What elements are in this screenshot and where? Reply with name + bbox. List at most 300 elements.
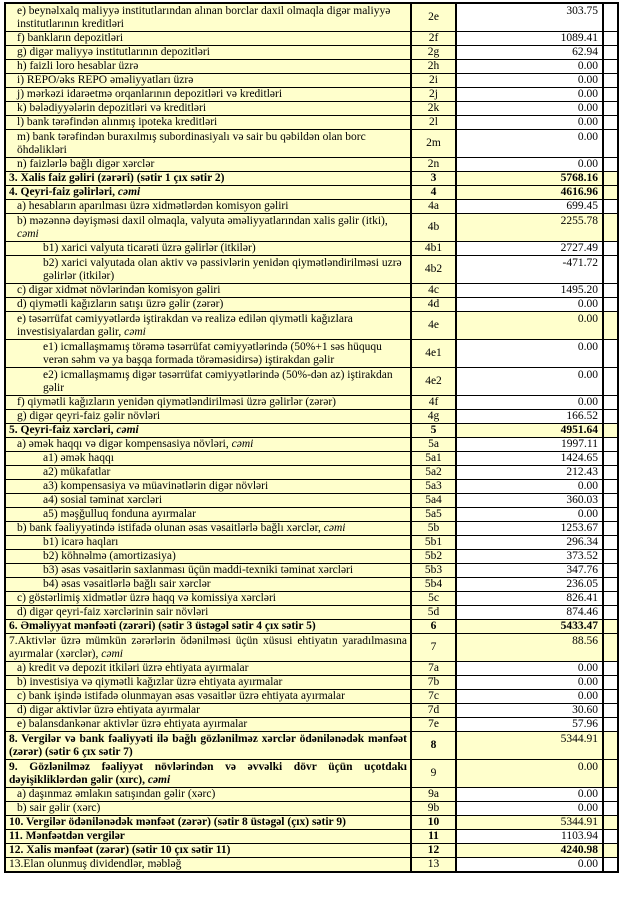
table-row-7e [5,718,618,732]
row-code: 5a2 [425,466,442,478]
row-label-emphasis: cəmi [147,774,171,786]
row-label: f) bankların depozitləri [17,32,124,44]
row-code: 8 [430,739,437,751]
table-row-4b2 [5,256,618,284]
row-value: 30.60 [572,704,598,716]
table-row-5b1 [5,536,618,550]
row-code: 11 [428,830,439,842]
row-code-cell [411,704,456,718]
row-continuation-cell [603,130,618,158]
row-value: 236.05 [566,578,598,590]
row-value: 699.45 [566,200,598,212]
row-code-cell [411,760,456,788]
row-code: 4e2 [425,375,442,387]
row-continuation-cell [603,718,618,732]
row-code-cell [411,592,456,606]
row-label: c) digər xidmət növlərindən komisyon gəliri [17,284,221,296]
row-code: 5b3 [424,564,443,576]
table-row-2m [5,130,618,158]
row-value-cell [456,158,603,172]
row-value-cell [456,564,603,578]
row-label-cell [5,732,411,760]
row-code: 12 [427,844,440,856]
row-code-cell [411,424,456,438]
row-label: e) beynəlxalq maliyyə institutlarından alınan borclar daxil olmaqla digər maliyyə institutlarının kreditləri [17,5,391,30]
row-label: c) göstərlimiş xidmətlər üzrə haqq və komissiya xərcləri [17,592,276,604]
row-code: 4 [430,186,437,198]
row-code: 7e [428,718,439,730]
row-value-cell [456,690,603,704]
row-label-cell [5,368,411,396]
row-code-cell [411,88,456,102]
row-label: 4. Qeyri-faiz gəlirləri, [9,186,118,198]
table-row-7d [5,704,618,718]
row-label-cell [5,494,411,508]
row-code: 9 [430,767,437,779]
row-code-cell [411,452,456,466]
row-value: 0.00 [577,102,598,114]
row-value: 0.00 [577,298,598,310]
row-continuation-cell [603,116,618,130]
table-row-2h [5,60,618,74]
row-value-cell [456,284,603,298]
row-code-cell [411,788,456,802]
row-value: 4240.98 [560,844,598,856]
row-value: 0.00 [577,313,598,325]
table-row-5a1 [5,452,618,466]
row-code: 5a [428,438,439,450]
row-label-cell [5,788,411,802]
row-value: 1495.20 [560,284,598,296]
table-row-9b [5,802,618,816]
row-label: 6. Əməliyyat mənfəəti (zərəri) (sətir 3 üstəgəl sətir 4 çıx sətir 5) [9,620,316,632]
table-row-4f [5,396,618,410]
row-code: 2m [426,137,441,149]
row-value-cell [456,858,603,873]
row-code-cell [411,116,456,130]
row-label-cell [5,116,411,130]
row-continuation-cell [603,452,618,466]
row-label: 10. Vergilər ödənilənədək mənfəət (zərər) (sətir 8 üstəgəl (çıx) sətir 9) [9,816,346,828]
row-label: 8. Vergilər və bank fəaliyyəti ilə bağlı gözlənilməz xərclər ödənilənədək mənfəət (zərər) (sətir 6 çıx sətir 7) [9,733,407,758]
row-label-cell [5,816,411,830]
row-label-cell [5,298,411,312]
row-code-cell [411,466,456,480]
row-value-cell [456,844,603,858]
row-code-cell [411,340,456,368]
table-row-4e1 [5,340,618,368]
row-value-cell [456,186,603,200]
row-value-cell [456,634,603,662]
row-continuation-cell [603,522,618,536]
row-label: b1) icarə haqları [43,536,119,548]
row-label: e1) icmallaşmamış törəmə təsərrüfat cəmiyyətlərində (50%+1 səs hüququ verən səhm və ya başqa formada törəməsidirsə) iştirakdan gəlir [43,341,382,366]
row-value: 1253.67 [560,522,598,534]
table-row-5a5 [5,508,618,522]
table-row-4e [5,312,618,340]
row-label-emphasis: cəmi [101,648,123,660]
row-code-cell [411,32,456,46]
row-code-cell [411,158,456,172]
row-value: 347.76 [566,564,598,576]
row-code-cell [411,312,456,340]
row-value: 0.00 [577,761,598,773]
row-label: b2) köhnəlmə (amortizasiya) [43,550,176,562]
row-label-cell [5,424,411,438]
row-value-cell [456,816,603,830]
row-code: 2i [429,74,438,86]
row-value: 874.46 [566,606,598,618]
row-value-cell [456,340,603,368]
row-label-cell [5,396,411,410]
row-code: 5a4 [425,494,442,506]
row-value: 373.52 [566,550,598,562]
row-continuation-cell [603,732,618,760]
row-code-cell [411,844,456,858]
row-value: 166.52 [566,410,598,422]
row-code-cell [411,676,456,690]
row-value-cell [456,368,603,396]
row-value: 0.00 [577,88,598,100]
row-continuation-cell [603,788,618,802]
row-code: 5a3 [425,480,442,492]
row-code: 2h [427,60,440,72]
table-row-4b1 [5,242,618,256]
row-label: d) digər aktivlər üzrə ehtiyata ayırmalar [17,704,200,716]
table-row-7b [5,676,618,690]
row-value-cell [456,410,603,424]
row-value-cell [456,214,603,242]
row-value-cell [456,732,603,760]
row-label-cell [5,130,411,158]
row-label-cell [5,466,411,480]
row-label: a1) əmək haqqı [43,452,114,464]
row-value-cell [456,578,603,592]
row-code-cell [411,508,456,522]
row-label-cell [5,690,411,704]
row-label: h) faizli loro hesablar üzrə [17,60,139,72]
row-value-cell [456,396,603,410]
row-label-cell [5,158,411,172]
row-label: a3) kompensasiya və müavinətlərin digər növləri [43,480,269,492]
row-continuation-cell [603,592,618,606]
row-label: b1) xarici valyuta ticarəti üzrə gəlirlər (itkilər) [43,242,256,254]
row-value-cell [456,718,603,732]
table-row-4d [5,298,618,312]
row-label: 7.Aktivlər üzrə mümkün zərərlərin ödənilməsi üçün xüsusi ehtiyatın yaradılmasına ayırmalar (xərclər), [9,635,407,660]
row-label-cell [5,620,411,634]
table-row-5a2 [5,466,618,480]
row-label: a4) sosial təminat xərcləri [43,494,163,506]
row-label: 3. Xalis faiz gəliri (zərəri) (sətir 1 çıx sətir 2) [9,172,225,184]
row-code: 9a [428,788,439,800]
row-code-cell [411,494,456,508]
row-continuation-cell [603,578,618,592]
table-row-9a [5,788,618,802]
row-label: b) sair gəlir (xərc) [17,802,101,814]
row-value: 57.96 [572,718,598,730]
row-value: 2255.78 [560,215,598,227]
row-label-cell [5,592,411,606]
row-continuation-cell [603,410,618,424]
row-label: c) bank işində istifadə olunmayan əsas vəsaitlər üzrə ehtiyata ayırmalar [17,690,345,702]
row-value-cell [456,3,603,32]
row-label: b) məzənnə dəyişməsi daxil olmaqla, valyuta əməliyyatlarından xalis gəlir (itki), [17,215,388,227]
row-value: 0.00 [577,341,598,353]
row-label: 13.Elan olunmuş dividendlər, məbləğ [9,858,182,870]
row-continuation-cell [603,158,618,172]
row-value: 0.00 [577,858,598,870]
row-label-cell [5,704,411,718]
row-value-cell [456,830,603,844]
row-code: 2n [427,158,440,170]
row-code: 4c [428,284,439,296]
row-code-cell [411,60,456,74]
row-code: 2k [427,102,440,114]
row-value-cell [456,424,603,438]
row-continuation-cell [603,102,618,116]
row-label-cell [5,102,411,116]
row-value: 5433.47 [560,620,598,632]
row-code-cell [411,200,456,214]
row-value-cell [456,102,603,116]
row-value-cell [456,522,603,536]
row-code: 7c [428,690,439,702]
row-label-emphasis: cəmi [124,326,146,338]
row-label-emphasis: cəmi [116,424,139,436]
table-row-4 [5,186,618,200]
row-label-cell [5,340,411,368]
row-code: 5 [430,424,437,436]
row-label: e) balansdankənar aktivlər üzrə ehtiyata ayırmalar [17,718,248,730]
row-continuation-cell [603,550,618,564]
row-label-cell [5,60,411,74]
row-code-cell [411,130,456,158]
row-code-cell [411,522,456,536]
row-label: 12. Xalis mənfəət (zərər) (sətir 10 çıx sətir 11) [9,844,231,856]
table-row-5b2 [5,550,618,564]
row-label: 9. Gözlənilməz fəaliyyət növlərindən və əvvəlki dövr üçün uçotdakı dəyişikliklərdən gəlir (xırc), [9,761,407,786]
row-continuation-cell [603,508,618,522]
row-continuation-cell [603,802,618,816]
row-code: 2e [428,11,439,23]
row-code: 13 [427,858,440,870]
row-value-cell [456,802,603,816]
row-code: 9b [427,802,440,814]
row-label-cell [5,200,411,214]
row-label: b3) əsas vəsaitlərin saxlanması üçün maddi-texniki təminat xərcləri [43,564,354,576]
table-body [5,3,618,872]
row-code-cell [411,214,456,242]
row-label-cell [5,634,411,662]
table-row-5b3 [5,564,618,578]
table-row-5c [5,592,618,606]
row-code: 4b [427,221,440,233]
table-row-2j [5,88,618,102]
row-code-cell [411,3,456,32]
row-label-cell [5,564,411,578]
row-label: 11. Mənfəətdən vergilər [9,830,125,842]
row-continuation-cell [603,88,618,102]
row-value-cell [456,298,603,312]
row-value-cell [456,242,603,256]
row-value: 5344.91 [560,733,598,745]
row-value: 303.75 [566,5,598,17]
row-value-cell [456,494,603,508]
row-code-cell [411,46,456,60]
row-label-cell [5,410,411,424]
table-row-5b4 [5,578,618,592]
row-label-cell [5,480,411,494]
row-value: 4951.64 [560,424,598,436]
row-continuation-cell [603,704,618,718]
row-label: a) əmək haqqı və digər kompensasiya növləri, [17,438,232,450]
row-continuation-cell [603,438,618,452]
row-value: 212.43 [566,466,598,478]
row-label: a2) mükafatlar [43,466,111,478]
row-code-cell [411,550,456,564]
row-code-cell [411,718,456,732]
table-row-7c [5,690,618,704]
row-value: 0.00 [577,158,598,170]
row-label: e) təsərrüfat cəmiyyətlərdə iştirakdan və realizə edilən qiymətli kağızlara investisiyalardan gəlir, [17,313,353,338]
table-row-4e2 [5,368,618,396]
row-code-cell [411,172,456,186]
row-label-cell [5,662,411,676]
row-value: 0.00 [577,60,598,72]
row-label-cell [5,508,411,522]
row-code: 5c [428,592,439,604]
row-label: g) digər qeyri-faiz gəlir növləri [17,410,161,422]
row-value: 4616.96 [560,186,598,198]
row-code-cell [411,410,456,424]
row-continuation-cell [603,536,618,550]
table-row-2g [5,46,618,60]
row-label-cell [5,536,411,550]
row-continuation-cell [603,242,618,256]
row-continuation-cell [603,690,618,704]
row-code: 7b [427,676,440,688]
table-row-4g [5,410,618,424]
table-row-2f [5,32,618,46]
row-code: 4f [428,396,439,408]
row-value-cell [456,550,603,564]
row-label: b4) əsas vəsaitlərlə bağlı sair xərclər [43,578,211,590]
row-code: 7a [428,662,439,674]
row-label-cell [5,186,411,200]
row-label-cell [5,256,411,284]
row-label-cell [5,550,411,564]
row-continuation-cell [603,760,618,788]
row-label-cell [5,844,411,858]
row-continuation-cell [603,312,618,340]
row-value-cell [456,704,603,718]
table-row-4b [5,214,618,242]
row-label: k) bələdiyyələrin depozitləri və kreditləri [17,102,207,114]
row-label-emphasis: cəmi [231,438,254,450]
row-value: 0.00 [577,131,598,143]
row-label-cell [5,88,411,102]
row-label: a5) məşğulluq fonduna ayırmalar [43,508,196,520]
row-label-emphasis: cəmi [17,228,39,240]
row-label: n) faizlərlə bağlı digər xərclər [17,158,155,170]
row-value: 5768.16 [560,172,598,184]
row-label: m) bank tərəfindən buraxılmış subordinasiyalı və sair bu qəbildən olan borc öhdəlikləri [17,131,366,156]
row-value-cell [456,60,603,74]
row-code-cell [411,690,456,704]
table-row-10 [5,816,618,830]
row-label: g) digər maliyyə institutlarının depozitləri [17,46,210,58]
row-label-emphasis: cəmi [117,186,141,198]
row-value: 0.00 [577,690,598,702]
row-continuation-cell [603,186,618,200]
row-label: i) REPO/əks REPO əməliyyatları üzrə [17,74,194,86]
row-value: 0.00 [577,369,598,381]
row-continuation-cell [603,606,618,620]
row-value: 62.94 [572,46,598,58]
row-label: f) qiymətli kağızların yenidən qiymətləndirilməsi üzrə gəlirlər (zərər) [17,396,336,408]
row-label-cell [5,760,411,788]
table-row-5a3 [5,480,618,494]
row-code: 5b2 [424,550,443,562]
row-label-cell [5,718,411,732]
row-label: d) digər qeyri-faiz xərclərinin sair növləri [17,606,209,618]
row-code: 4b1 [424,242,443,254]
row-value-cell [456,452,603,466]
row-value-cell [456,480,603,494]
row-continuation-cell [603,172,618,186]
row-code-cell [411,578,456,592]
row-label-cell [5,3,411,32]
table-row-6 [5,620,618,634]
row-value-cell [456,760,603,788]
row-code: 5a5 [425,508,442,520]
row-continuation-cell [603,396,618,410]
table-row-11 [5,830,618,844]
row-label: b2) xarici valyutada olan aktiv və passivlərin yenidən qiymətləndirilməsi uzrə gəlirlər (itkilər) [43,257,402,282]
row-label-cell [5,802,411,816]
row-continuation-cell [603,424,618,438]
row-label: j) mərkəzi idarəetmə orqanlarının depozitləri və kreditləri [17,88,283,100]
table-row-5d [5,606,618,620]
row-value: 360.03 [566,494,598,506]
row-continuation-cell [603,298,618,312]
row-code-cell [411,74,456,88]
row-code: 5d [427,606,440,618]
row-continuation-cell [603,480,618,494]
row-value-cell [456,256,603,284]
row-label-cell [5,438,411,452]
row-label: e2) icmallaşmamış digər təsərrüfat cəmiyyətlərində (50%-dən az) iştirakdan gəlir [43,369,393,394]
row-continuation-cell [603,494,618,508]
row-code-cell [411,368,456,396]
table-row-7 [5,634,618,662]
row-value: 0.00 [577,480,598,492]
row-label-cell [5,74,411,88]
row-label-cell [5,172,411,186]
row-label-cell [5,522,411,536]
row-value: 0.00 [577,676,598,688]
row-code: 2j [429,88,438,100]
row-value-cell [456,466,603,480]
row-code-cell [411,298,456,312]
row-code: 7d [427,704,440,716]
row-continuation-cell [603,32,618,46]
row-label-emphasis: cəmi [323,522,346,534]
row-value: 0.00 [577,396,598,408]
row-code: 5b1 [424,536,443,548]
row-code-cell [411,802,456,816]
